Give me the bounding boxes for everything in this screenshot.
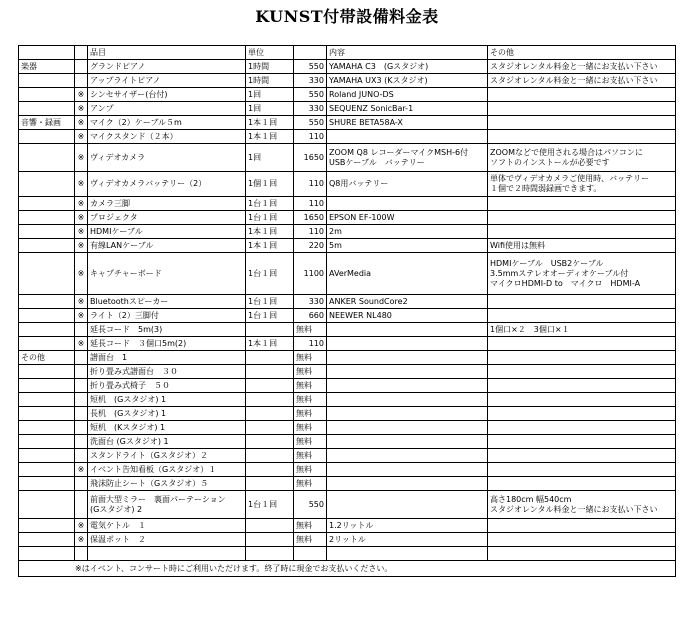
price-cell: 110	[294, 337, 327, 351]
header-content: 内容	[327, 46, 488, 60]
table-row	[19, 463, 676, 477]
unit-cell	[246, 421, 294, 435]
footnote-row	[19, 561, 676, 577]
other-cell	[488, 533, 676, 547]
table-row	[19, 253, 676, 295]
event-mark-cell: ※	[75, 130, 88, 144]
price-cell: 無料	[294, 421, 327, 435]
header-mark	[75, 46, 88, 60]
content-cell	[327, 449, 488, 463]
unit-cell	[246, 393, 294, 407]
category-cell	[19, 144, 75, 172]
item-cell: 洗面台 (Gスタジオ) 1	[88, 435, 246, 449]
content-cell	[327, 365, 488, 379]
unit-cell	[246, 365, 294, 379]
event-mark-cell: ※	[75, 463, 88, 477]
table-row	[19, 365, 676, 379]
footnote: ※はイベント、コンサート時にご利用いただけます。終了時に現金でお支払いください。	[19, 561, 676, 577]
price-cell: 1650	[294, 211, 327, 225]
category-cell	[19, 547, 75, 561]
category-cell	[19, 449, 75, 463]
header-item: 品目	[88, 46, 246, 60]
content-cell: EPSON EF-100W	[327, 211, 488, 225]
category-cell	[19, 477, 75, 491]
item-cell: 飛沫防止シート（Gスタジオ）５	[88, 477, 246, 491]
other-cell: スタジオレンタル料金と一緒にお支払い下さい	[488, 74, 676, 88]
table-row	[19, 130, 676, 144]
header-other: その他	[488, 46, 676, 60]
unit-cell: 1回	[246, 102, 294, 116]
event-mark-cell	[75, 477, 88, 491]
other-cell	[488, 309, 676, 323]
price-cell: 無料	[294, 379, 327, 393]
table-row	[19, 172, 676, 197]
category-cell	[19, 435, 75, 449]
table-row	[19, 60, 676, 74]
category-cell	[19, 197, 75, 211]
event-mark-cell: ※	[75, 144, 88, 172]
price-cell: 無料	[294, 519, 327, 533]
price-cell: 無料	[294, 323, 327, 337]
price-cell: 110	[294, 130, 327, 144]
content-cell	[327, 435, 488, 449]
unit-cell	[246, 407, 294, 421]
content-cell: YAMAHA UX3 (Kスタジオ)	[327, 74, 488, 88]
category-cell	[19, 463, 75, 477]
unit-cell	[246, 547, 294, 561]
price-cell: 550	[294, 491, 327, 519]
event-mark-cell: ※	[75, 116, 88, 130]
price-cell: 無料	[294, 407, 327, 421]
header-price	[294, 46, 327, 60]
event-mark-cell: ※	[75, 253, 88, 295]
content-cell: ANKER SoundCore2	[327, 295, 488, 309]
price-cell: 無料	[294, 449, 327, 463]
category-cell	[19, 225, 75, 239]
category-cell	[19, 337, 75, 351]
event-mark-cell: ※	[75, 519, 88, 533]
other-cell: 1個口×２ 3個口×１	[488, 323, 676, 337]
event-mark-cell	[75, 351, 88, 365]
event-mark-cell	[75, 449, 88, 463]
content-cell	[327, 421, 488, 435]
event-mark-cell	[75, 323, 88, 337]
item-cell: キャプチャーボード	[88, 253, 246, 295]
content-cell: Q8用バッテリー	[327, 172, 488, 197]
item-cell: 折り畳み式譜面台 ３０	[88, 365, 246, 379]
unit-cell: 1台１回	[246, 253, 294, 295]
table-row	[19, 533, 676, 547]
item-cell: スタンドライト（Gスタジオ）２	[88, 449, 246, 463]
content-cell	[327, 197, 488, 211]
table-row	[19, 74, 676, 88]
other-cell	[488, 130, 676, 144]
content-cell: 2リットル	[327, 533, 488, 547]
unit-cell	[246, 379, 294, 393]
event-mark-cell: ※	[75, 172, 88, 197]
content-cell	[327, 477, 488, 491]
category-cell	[19, 309, 75, 323]
unit-cell: 1台１回	[246, 309, 294, 323]
unit-cell	[246, 477, 294, 491]
category-cell	[19, 407, 75, 421]
content-cell	[327, 407, 488, 421]
other-cell: スタジオレンタル料金と一緒にお支払い下さい	[488, 60, 676, 74]
unit-cell: 1台１回	[246, 295, 294, 309]
other-cell	[488, 393, 676, 407]
unit-cell: 1本１回	[246, 116, 294, 130]
table-row	[19, 337, 676, 351]
content-cell	[327, 547, 488, 561]
item-cell: 保温ポット ２	[88, 533, 246, 547]
event-mark-cell	[75, 393, 88, 407]
price-cell	[294, 547, 327, 561]
table-row	[19, 144, 676, 172]
table-row	[19, 449, 676, 463]
unit-cell: 1個１回	[246, 172, 294, 197]
other-cell	[488, 211, 676, 225]
event-mark-cell: ※	[75, 533, 88, 547]
item-cell: カメラ三脚	[88, 197, 246, 211]
price-cell: 無料	[294, 365, 327, 379]
price-cell: 330	[294, 74, 327, 88]
category-cell: 楽器	[19, 60, 75, 74]
header-unit: 単位	[246, 46, 294, 60]
other-cell	[488, 449, 676, 463]
table-row	[19, 519, 676, 533]
unit-cell: 1台１回	[246, 491, 294, 519]
table-row	[19, 491, 676, 519]
event-mark-cell: ※	[75, 309, 88, 323]
content-cell: NEEWER NL480	[327, 309, 488, 323]
price-cell: 110	[294, 197, 327, 211]
category-cell	[19, 393, 75, 407]
category-cell	[19, 379, 75, 393]
unit-cell	[246, 323, 294, 337]
table-row	[19, 435, 676, 449]
price-cell: 550	[294, 116, 327, 130]
other-cell	[488, 295, 676, 309]
table-row	[19, 116, 676, 130]
other-cell	[488, 547, 676, 561]
item-cell: 電気ケトル １	[88, 519, 246, 533]
content-cell: YAMAHA C3 (Gスタジオ)	[327, 60, 488, 74]
category-cell: 音響・録画	[19, 116, 75, 130]
unit-cell	[246, 463, 294, 477]
content-cell	[327, 379, 488, 393]
other-cell	[488, 197, 676, 211]
price-cell: 無料	[294, 477, 327, 491]
price-cell: 110	[294, 225, 327, 239]
unit-cell	[246, 435, 294, 449]
content-cell: AVerMedia	[327, 253, 488, 295]
category-cell	[19, 323, 75, 337]
unit-cell: 1本１回	[246, 225, 294, 239]
item-cell: アンプ	[88, 102, 246, 116]
item-cell: 短机 (Kスタジオ) 1	[88, 421, 246, 435]
content-cell: Roland JUNO-DS	[327, 88, 488, 102]
other-cell: Wifi使用は無料	[488, 239, 676, 253]
item-cell: 延長コード ３個口5m(2)	[88, 337, 246, 351]
item-cell: 長机 (Gスタジオ) 1	[88, 407, 246, 421]
table-row	[19, 379, 676, 393]
item-cell: 譜面台 1	[88, 351, 246, 365]
other-cell	[488, 463, 676, 477]
content-cell: 2m	[327, 225, 488, 239]
other-cell	[488, 519, 676, 533]
event-mark-cell: ※	[75, 197, 88, 211]
item-cell: マイク（2）ケーブル５m	[88, 116, 246, 130]
price-cell: 110	[294, 172, 327, 197]
other-cell	[488, 407, 676, 421]
item-cell: 有線LANケーブル	[88, 239, 246, 253]
unit-cell: 1本１回	[246, 130, 294, 144]
content-cell	[327, 491, 488, 519]
category-cell	[19, 491, 75, 519]
content-cell	[327, 393, 488, 407]
price-cell: 550	[294, 60, 327, 74]
price-cell: 無料	[294, 435, 327, 449]
price-cell: 330	[294, 295, 327, 309]
table-row	[19, 323, 676, 337]
item-cell: 折り畳み式椅子 ５０	[88, 379, 246, 393]
category-cell	[19, 295, 75, 309]
other-cell: 高さ180cm 幅540cm スタジオレンタル料金と一緒にお支払い下さい	[488, 491, 676, 519]
price-cell: 1100	[294, 253, 327, 295]
content-cell	[327, 337, 488, 351]
category-cell	[19, 74, 75, 88]
price-cell: 1650	[294, 144, 327, 172]
price-cell: 無料	[294, 533, 327, 547]
other-cell	[488, 379, 676, 393]
unit-cell: 1台１回	[246, 197, 294, 211]
price-cell: 無料	[294, 463, 327, 477]
unit-cell	[246, 533, 294, 547]
category-cell	[19, 88, 75, 102]
event-mark-cell: ※	[75, 295, 88, 309]
item-cell: イベント告知看板（Gスタジオ）１	[88, 463, 246, 477]
item-cell: Bluetoothスピーカー	[88, 295, 246, 309]
unit-cell	[246, 449, 294, 463]
event-mark-cell: ※	[75, 225, 88, 239]
content-cell	[327, 130, 488, 144]
item-cell: アップライトピアノ	[88, 74, 246, 88]
content-cell: 5m	[327, 239, 488, 253]
unit-cell: 1台１回	[246, 211, 294, 225]
content-cell: 1.2リットル	[327, 519, 488, 533]
table-row	[19, 407, 676, 421]
event-mark-cell	[75, 421, 88, 435]
price-cell: 550	[294, 88, 327, 102]
table-row	[19, 421, 676, 435]
item-cell: シンセサイザー(台付)	[88, 88, 246, 102]
unit-cell: 1本１回	[246, 239, 294, 253]
other-cell	[488, 337, 676, 351]
item-cell: ヴィデオカメラ	[88, 144, 246, 172]
content-cell	[327, 463, 488, 477]
item-cell: プロジェクタ	[88, 211, 246, 225]
header-category	[19, 46, 75, 60]
item-cell: HDMIケーブル	[88, 225, 246, 239]
event-mark-cell: ※	[75, 102, 88, 116]
price-cell: 無料	[294, 393, 327, 407]
content-cell	[327, 351, 488, 365]
item-cell: グランドピアノ	[88, 60, 246, 74]
item-cell: ライト（2）三脚付	[88, 309, 246, 323]
page-title: KUNST付帯設備料金表	[255, 7, 439, 26]
category-cell	[19, 519, 75, 533]
other-cell	[488, 365, 676, 379]
category-cell	[19, 365, 75, 379]
unit-cell: 1回	[246, 88, 294, 102]
item-cell: 延長コード 5m(3)	[88, 323, 246, 337]
category-cell: その他	[19, 351, 75, 365]
category-cell	[19, 253, 75, 295]
event-mark-cell: ※	[75, 239, 88, 253]
other-cell	[488, 88, 676, 102]
other-cell	[488, 102, 676, 116]
table-row	[19, 393, 676, 407]
table-row	[19, 102, 676, 116]
other-cell	[488, 421, 676, 435]
event-mark-cell	[75, 547, 88, 561]
other-cell: HDMIケーブル USB2ケーブル 3.5mmステレオオーディオケーブル付 マイクロHDMI-D to マイクロ HDMI-A	[488, 253, 676, 295]
price-cell: 220	[294, 239, 327, 253]
unit-cell	[246, 351, 294, 365]
category-cell	[19, 130, 75, 144]
other-cell	[488, 116, 676, 130]
unit-cell: 1時間	[246, 74, 294, 88]
event-mark-cell: ※	[75, 337, 88, 351]
header-row	[19, 46, 676, 60]
other-cell: ZOOMなどで使用される場合はパソコンに ソフトのインストールが必要です	[488, 144, 676, 172]
event-mark-cell	[75, 60, 88, 74]
event-mark-cell	[75, 379, 88, 393]
table-row	[19, 197, 676, 211]
table-row	[19, 309, 676, 323]
other-cell	[488, 225, 676, 239]
table-row	[19, 351, 676, 365]
category-cell	[19, 102, 75, 116]
table-row	[19, 225, 676, 239]
other-cell	[488, 351, 676, 365]
category-cell	[19, 533, 75, 547]
event-mark-cell	[75, 407, 88, 421]
category-cell	[19, 211, 75, 225]
price-table	[18, 45, 676, 577]
content-cell: SEQUENZ SonicBar-1	[327, 102, 488, 116]
item-cell: ヴィデオカメラバッテリー（2）	[88, 172, 246, 197]
other-cell	[488, 477, 676, 491]
item-cell: マイクスタンド（２本）	[88, 130, 246, 144]
table-row	[19, 239, 676, 253]
content-cell: ZOOM Q8 レコーダーマイクMSH-6付 USBケーブル バッテリー	[327, 144, 488, 172]
event-mark-cell	[75, 74, 88, 88]
item-cell	[88, 547, 246, 561]
category-cell	[19, 239, 75, 253]
unit-cell: 1回	[246, 144, 294, 172]
content-cell: SHURE BETA58A-X	[327, 116, 488, 130]
table-row	[19, 547, 676, 561]
price-cell: 無料	[294, 351, 327, 365]
event-mark-cell	[75, 365, 88, 379]
table-row	[19, 211, 676, 225]
event-mark-cell	[75, 491, 88, 519]
table-row	[19, 295, 676, 309]
other-cell	[488, 435, 676, 449]
other-cell: 単体でヴィデオカメラご使用時、バッテリー １個で２時間弱録画できます。	[488, 172, 676, 197]
content-cell	[327, 323, 488, 337]
item-cell: 前面大型ミラー 裏面パーテーション (Gスタジオ) 2	[88, 491, 246, 519]
category-cell	[19, 421, 75, 435]
table-row	[19, 477, 676, 491]
price-cell: 660	[294, 309, 327, 323]
event-mark-cell: ※	[75, 88, 88, 102]
table-row	[19, 88, 676, 102]
price-cell: 330	[294, 102, 327, 116]
unit-cell	[246, 519, 294, 533]
category-cell	[19, 172, 75, 197]
item-cell: 短机 (Gスタジオ) 1	[88, 393, 246, 407]
event-mark-cell: ※	[75, 211, 88, 225]
event-mark-cell	[75, 435, 88, 449]
unit-cell: 1時間	[246, 60, 294, 74]
unit-cell: 1本１回	[246, 337, 294, 351]
